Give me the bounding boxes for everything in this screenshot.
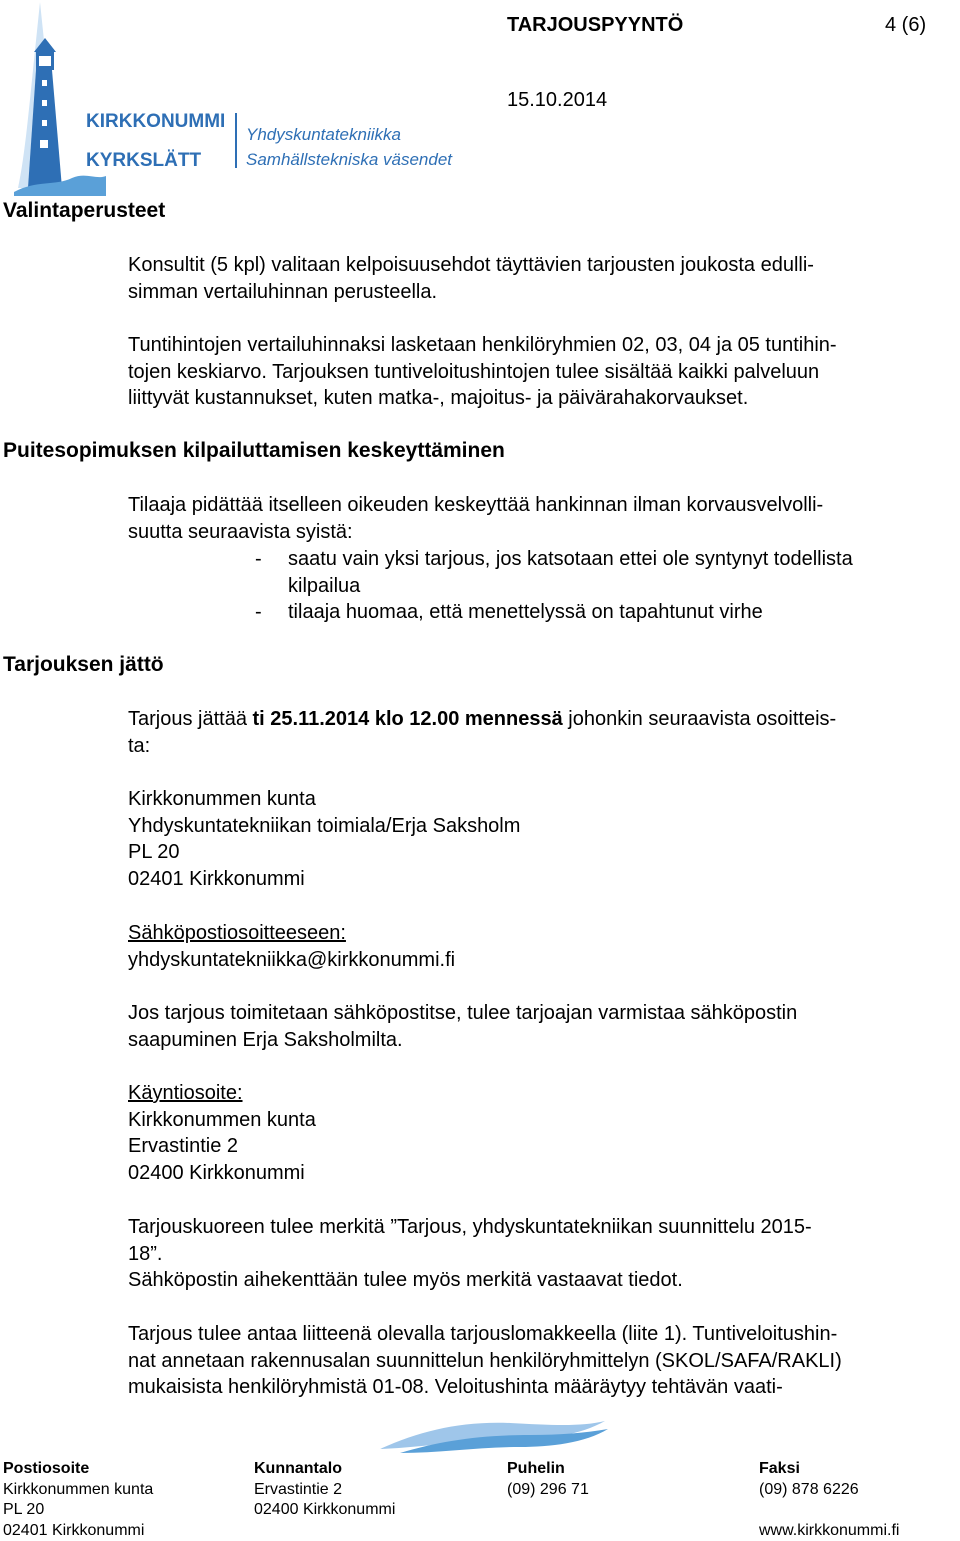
list-item: tilaaja huomaa, että menettelyssä on tapahtunut virhe bbox=[288, 599, 958, 626]
address-line: Kirkkonummen kunta bbox=[128, 786, 958, 813]
footer-heading: Faksi bbox=[759, 1459, 899, 1480]
text-line: Konsultit (5 kpl) valitaan kelpoisuusehdot täyttävien tarjousten joukosta edulli- bbox=[128, 252, 958, 279]
footer-line: (09) 878 6226 bbox=[759, 1480, 899, 1501]
text-line: Tarjous tulee antaa liitteenä olevalla tarjouslomakkeella (liite 1). Tuntiveloitushin- bbox=[128, 1321, 958, 1348]
offer-form-paragraph bbox=[128, 1321, 958, 1401]
text-line: 18”. bbox=[128, 1241, 958, 1268]
heading-keskeyttaminen: Puitesopimuksen kilpailuttamisen keskeyttäminen bbox=[3, 439, 505, 463]
footer-fax bbox=[759, 1459, 899, 1541]
page-number: 4 (6) bbox=[885, 14, 926, 37]
address-line: 02400 Kirkkonummi bbox=[128, 1160, 958, 1187]
document-date: 15.10.2014 bbox=[507, 89, 607, 112]
footer-website-link[interactable]: www.kirkkonummi.fi bbox=[759, 1521, 899, 1541]
deadline-paragraph bbox=[128, 706, 958, 759]
footer-line: (09) 296 71 bbox=[507, 1480, 589, 1501]
text-line: Tuntihintojen vertailuhinnaksi lasketaan henkilöryhmien 02, 03, 04 ja 05 tuntihin- bbox=[128, 332, 958, 359]
municipality-logo bbox=[6, 0, 476, 196]
footer-line: 02400 Kirkkonummi bbox=[254, 1500, 395, 1521]
address-line: Ervastintie 2 bbox=[128, 1133, 958, 1160]
envelope-marking-paragraph bbox=[128, 1214, 958, 1294]
footer-heading: Postiosoite bbox=[3, 1459, 153, 1480]
text-line: liittyvät kustannukset, kuten matka-, majoitus- ja päivärahakorvaukset. bbox=[128, 385, 958, 412]
postal-address bbox=[128, 786, 958, 893]
footer-line: PL 20 bbox=[3, 1500, 153, 1521]
footer-heading: Kunnantalo bbox=[254, 1459, 395, 1480]
text-line: Sähköpostin aihekenttään tulee myös merkitä vastaavat tiedot. bbox=[128, 1267, 958, 1294]
deadline-suffix: johonkin seuraavista osoitteis- bbox=[563, 708, 836, 730]
selection-criteria-paragraph bbox=[128, 252, 958, 305]
email-address[interactable]: yhdyskuntatekniikka@kirkkonummi.fi bbox=[128, 947, 958, 974]
text-line: Tarjouskuoreen tulee merkitä ”Tarjous, yhdyskuntatekniikan suunnittelu 2015- bbox=[128, 1214, 958, 1241]
address-line: Yhdyskuntatekniikan toimiala/Erja Saksholm bbox=[128, 813, 958, 840]
document-title: TARJOUSPYYNTÖ bbox=[507, 14, 683, 37]
footer-line: 02401 Kirkkonummi bbox=[3, 1521, 153, 1541]
text-line: saatu vain yksi tarjous, jos katsotaan ettei ole syntynyt todellista bbox=[288, 546, 958, 573]
email-note-paragraph bbox=[128, 1000, 958, 1053]
deadline-date: ti 25.11.2014 klo 12.00 mennessä bbox=[253, 708, 563, 730]
text-line bbox=[128, 706, 958, 733]
footer-postal-address bbox=[3, 1459, 153, 1541]
text-line: kilpailua bbox=[288, 573, 958, 600]
address-line: 02401 Kirkkonummi bbox=[128, 866, 958, 893]
text-line: Tilaaja pidättää itselleen oikeuden keskeyttää hankinnan ilman korvausvelvolli- bbox=[128, 492, 958, 519]
deadline-prefix: Tarjous jättää bbox=[128, 708, 253, 730]
footer-line: Kirkkonummen kunta bbox=[3, 1480, 153, 1501]
email-label: Sähköpostiosoitteeseen: bbox=[128, 920, 958, 947]
list-bullet: - bbox=[255, 599, 262, 626]
address-line: Kirkkonummen kunta bbox=[128, 1107, 958, 1134]
address-line: PL 20 bbox=[128, 839, 958, 866]
heading-valintaperusteet: Valintaperusteet bbox=[3, 199, 165, 223]
footer-phone bbox=[507, 1459, 589, 1500]
email-block bbox=[128, 920, 958, 973]
text-line: nat annetaan rakennusalan suunnittelun henkilöryhmittelyn (SKOL/SAFA/RAKLI) bbox=[128, 1348, 958, 1375]
text-line: suutta seuraavista syistä: bbox=[128, 519, 958, 546]
text-line: tojen keskiarvo. Tarjouksen tuntiveloitushintojen tulee sisältää kaikki palveluun bbox=[128, 359, 958, 386]
svg-text:Samhällstekniska väsendet: Samhällstekniska väsendet bbox=[246, 150, 453, 169]
heading-tarjouksen-jatto: Tarjouksen jättö bbox=[3, 653, 164, 677]
footer-heading: Puhelin bbox=[507, 1459, 589, 1480]
svg-text:KYRKSLÄTT: KYRKSLÄTT bbox=[86, 150, 201, 171]
svg-text:Yhdyskuntatekniikka: Yhdyskuntatekniikka bbox=[246, 125, 401, 144]
list-item bbox=[288, 546, 958, 599]
text-line: simman vertailuhinnan perusteella. bbox=[128, 279, 958, 306]
visiting-address bbox=[128, 1080, 958, 1187]
text-line: mukaisista henkilöryhmistä 01-08. Veloitushinta määräytyy tehtävän vaati- bbox=[128, 1374, 958, 1401]
text-line: saapuminen Erja Saksholmilta. bbox=[128, 1027, 958, 1054]
text-line: Jos tarjous toimitetaan sähköpostitse, tulee tarjoajan varmistaa sähköpostin bbox=[128, 1000, 958, 1027]
footer-wave-decoration bbox=[380, 1413, 610, 1459]
list-bullet: - bbox=[255, 546, 262, 573]
hourly-rate-paragraph bbox=[128, 332, 958, 412]
footer-town-hall bbox=[254, 1459, 395, 1521]
footer-line: Ervastintie 2 bbox=[254, 1480, 395, 1501]
text-line: ta: bbox=[128, 733, 958, 760]
visiting-address-label: Käyntiosoite: bbox=[128, 1080, 958, 1107]
svg-text:KIRKKONUMMI: KIRKKONUMMI bbox=[86, 111, 225, 132]
cancellation-paragraph bbox=[128, 492, 958, 545]
footer-line bbox=[759, 1500, 899, 1521]
